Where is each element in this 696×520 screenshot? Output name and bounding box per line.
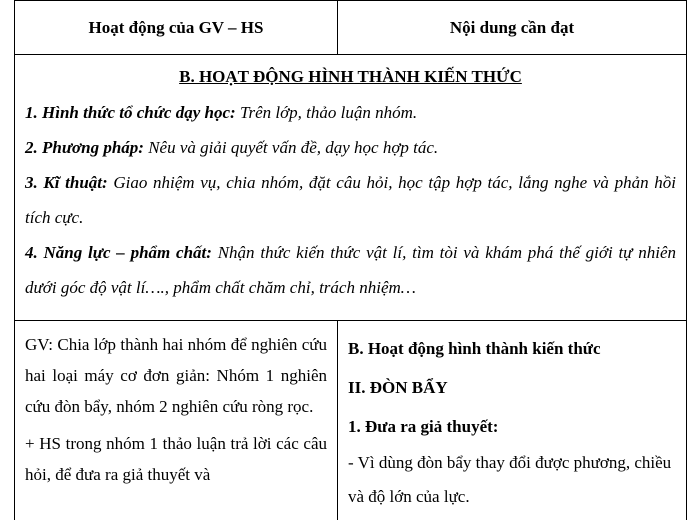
- item-label: 1. Hình thức tổ chức dạy học:: [25, 103, 236, 122]
- section-item-technique: [25, 165, 676, 235]
- gv-paragraph: GV: Chia lớp thành hai nhóm để nghiên cứu hai loại máy cơ đơn giản: Nhóm 1 nghiên cứu đòn bẩy, nhóm 2 nghiên cứu ròng rọc.: [25, 335, 327, 416]
- section-item-method: [25, 130, 676, 165]
- item-text: Nhận thức kiến thức vật lí, tìm tòi và khám phá thế giới tự nhiên dưới góc độ vật lí…., phẩm chất chăm chỉ, trách nhiệm…: [25, 243, 677, 297]
- hs-paragraph: + HS trong nhóm 1 thảo luận trả lời các câu hỏi, để đưa ra giả thuyết và: [25, 434, 327, 484]
- item-text: Trên lớp, thảo luận nhóm.: [235, 103, 418, 122]
- item-text: Nêu và giải quyết vấn đề, dạy học hợp tác.: [143, 138, 439, 157]
- content-bullet: - Vì dùng đòn bẩy thay đổi được phương, chiều và độ lớn của lực.: [348, 453, 672, 506]
- section-title: [15, 67, 686, 87]
- header-right: Nội dung cần đạt: [338, 1, 687, 55]
- section-title-text: B. HOẠT ĐỘNG HÌNH THÀNH KIẾN THỨC: [179, 67, 522, 86]
- content-step: 1. Đưa ra giả thuyết:: [348, 417, 499, 436]
- item-label: 3. Kĩ thuật:: [25, 173, 108, 192]
- section-cell: [15, 55, 687, 321]
- content-title: B. Hoạt động hình thành kiến thức: [348, 339, 601, 358]
- teacher-student-activity-cell: [15, 321, 338, 520]
- required-content-cell: [338, 321, 687, 520]
- section-item-form: [25, 95, 676, 130]
- lesson-table: [14, 0, 687, 520]
- header-left: Hoạt động của GV – HS: [15, 1, 338, 55]
- header-row: [15, 1, 687, 55]
- item-label: 2. Phương pháp:: [25, 138, 144, 157]
- content-subtitle: II. ĐÒN BẨY: [348, 378, 448, 397]
- section-item-competence: [25, 235, 676, 305]
- item-text: Giao nhiệm vụ, chia nhóm, đặt câu hỏi, học tập hợp tác, lắng nghe và phản hồi tích cực.: [25, 173, 676, 227]
- item-label: 4. Năng lực – phẩm chất:: [25, 243, 212, 262]
- section-row: [15, 55, 687, 321]
- content-row: [15, 321, 687, 520]
